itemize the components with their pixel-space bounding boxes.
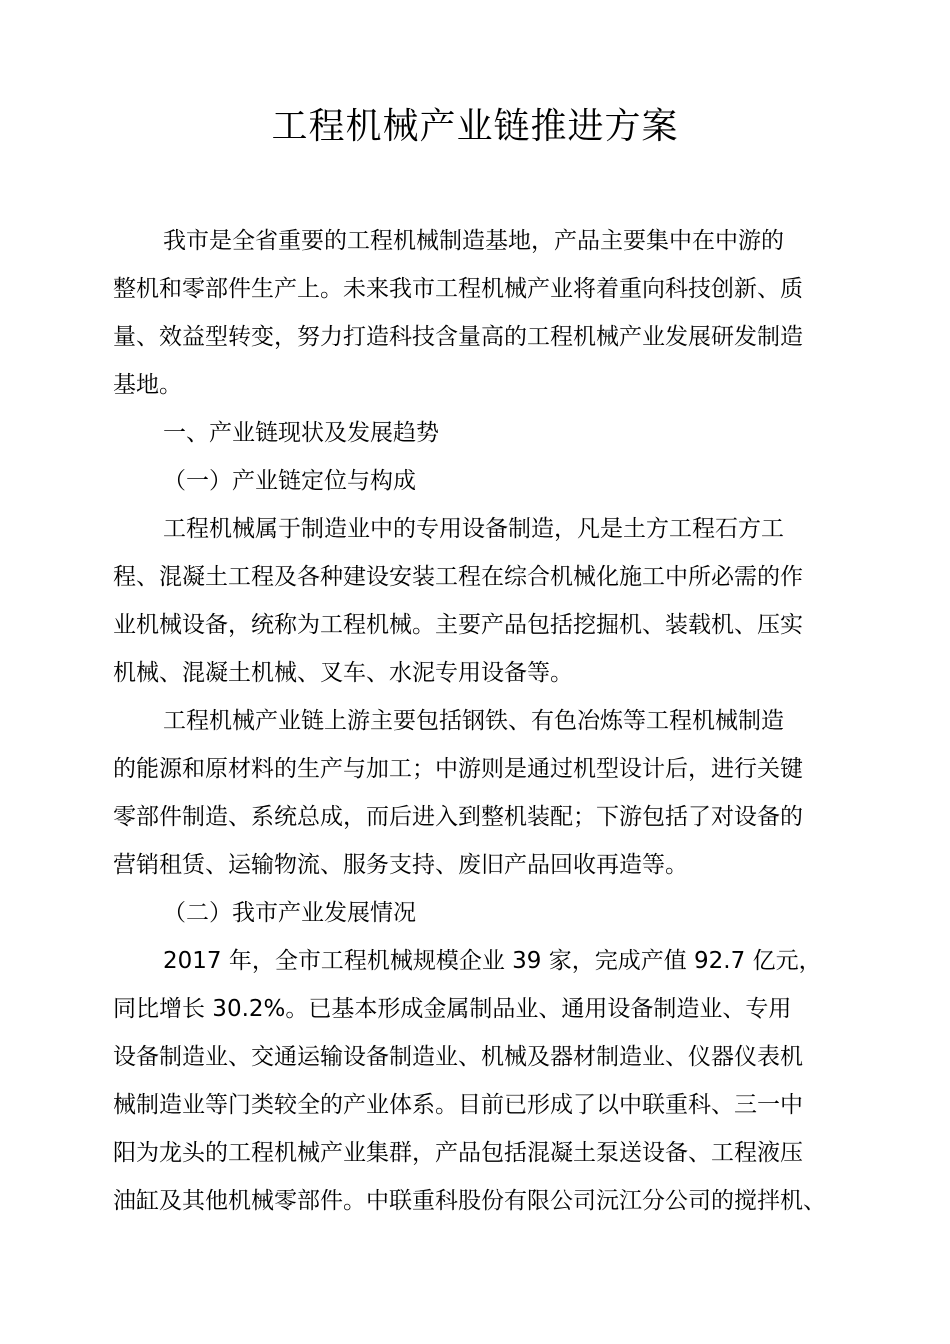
paragraph-intro-line-2: 整机和零部件生产上。未来我市工程机械产业将着重向科技创新、质: [113, 276, 803, 302]
paragraph-definition-line-4: 机械、混凝土机械、叉车、水泥专用设备等。: [113, 660, 573, 686]
paragraph-intro-line-1: 我市是全省重要的工程机械制造基地，产品主要集中在中游的: [163, 228, 784, 254]
paragraph-status-line-2: 同比增长 30.2%。已基本形成金属制品业、通用设备制造业、专用: [113, 996, 792, 1022]
paragraph-intro-line-3: 量、效益型转变，努力打造科技含量高的工程机械产业发展研发制造: [113, 324, 803, 350]
paragraph-status-line-6: 油缸及其他机械零部件。中联重科股份有限公司沅江分公司的搅拌机、: [113, 1188, 826, 1214]
paragraph-definition-line-2: 程、混凝土工程及各种建设安装工程在综合机械化施工中所必需的作: [113, 564, 803, 590]
paragraph-definition-line-1: 工程机械属于制造业中的专用设备制造，凡是土方工程石方工: [163, 516, 784, 542]
paragraph-status-line-4: 械制造业等门类较全的产业体系。目前已形成了以中联重科、三一中: [113, 1092, 803, 1118]
subsection-heading-1: （一）产业链定位与构成: [163, 468, 416, 494]
document-title: 工程机械产业链推进方案: [271, 106, 679, 147]
paragraph-chain-line-1: 工程机械产业链上游主要包括钢铁、有色冶炼等工程机械制造: [163, 708, 784, 734]
paragraph-chain-line-3: 零部件制造、系统总成，而后进入到整机装配；下游包括了对设备的: [113, 804, 803, 830]
paragraph-status-line-5: 阳为龙头的工程机械产业集群，产品包括混凝土泵送设备、工程液压: [113, 1140, 803, 1166]
paragraph-chain-line-4: 营销租赁、运输物流、服务支持、废旧产品回收再造等。: [113, 852, 688, 878]
section-heading-1: 一、产业链现状及发展趋势: [163, 420, 439, 446]
paragraph-intro-line-4: 基地。: [113, 372, 182, 398]
subsection-heading-2: （二）我市产业发展情况: [163, 900, 416, 926]
paragraph-definition-line-3: 业机械设备，统称为工程机械。主要产品包括挖掘机、装载机、压实: [113, 612, 803, 638]
paragraph-chain-line-2: 的能源和原材料的生产与加工；中游则是通过机型设计后，进行关键: [113, 756, 803, 782]
paragraph-status-line-1: 2017 年，全市工程机械规模企业 39 家，完成产值 92.7 亿元，: [163, 948, 822, 974]
paragraph-status-line-3: 设备制造业、交通运输设备制造业、机械及器材制造业、仪器仪表机: [113, 1044, 803, 1070]
